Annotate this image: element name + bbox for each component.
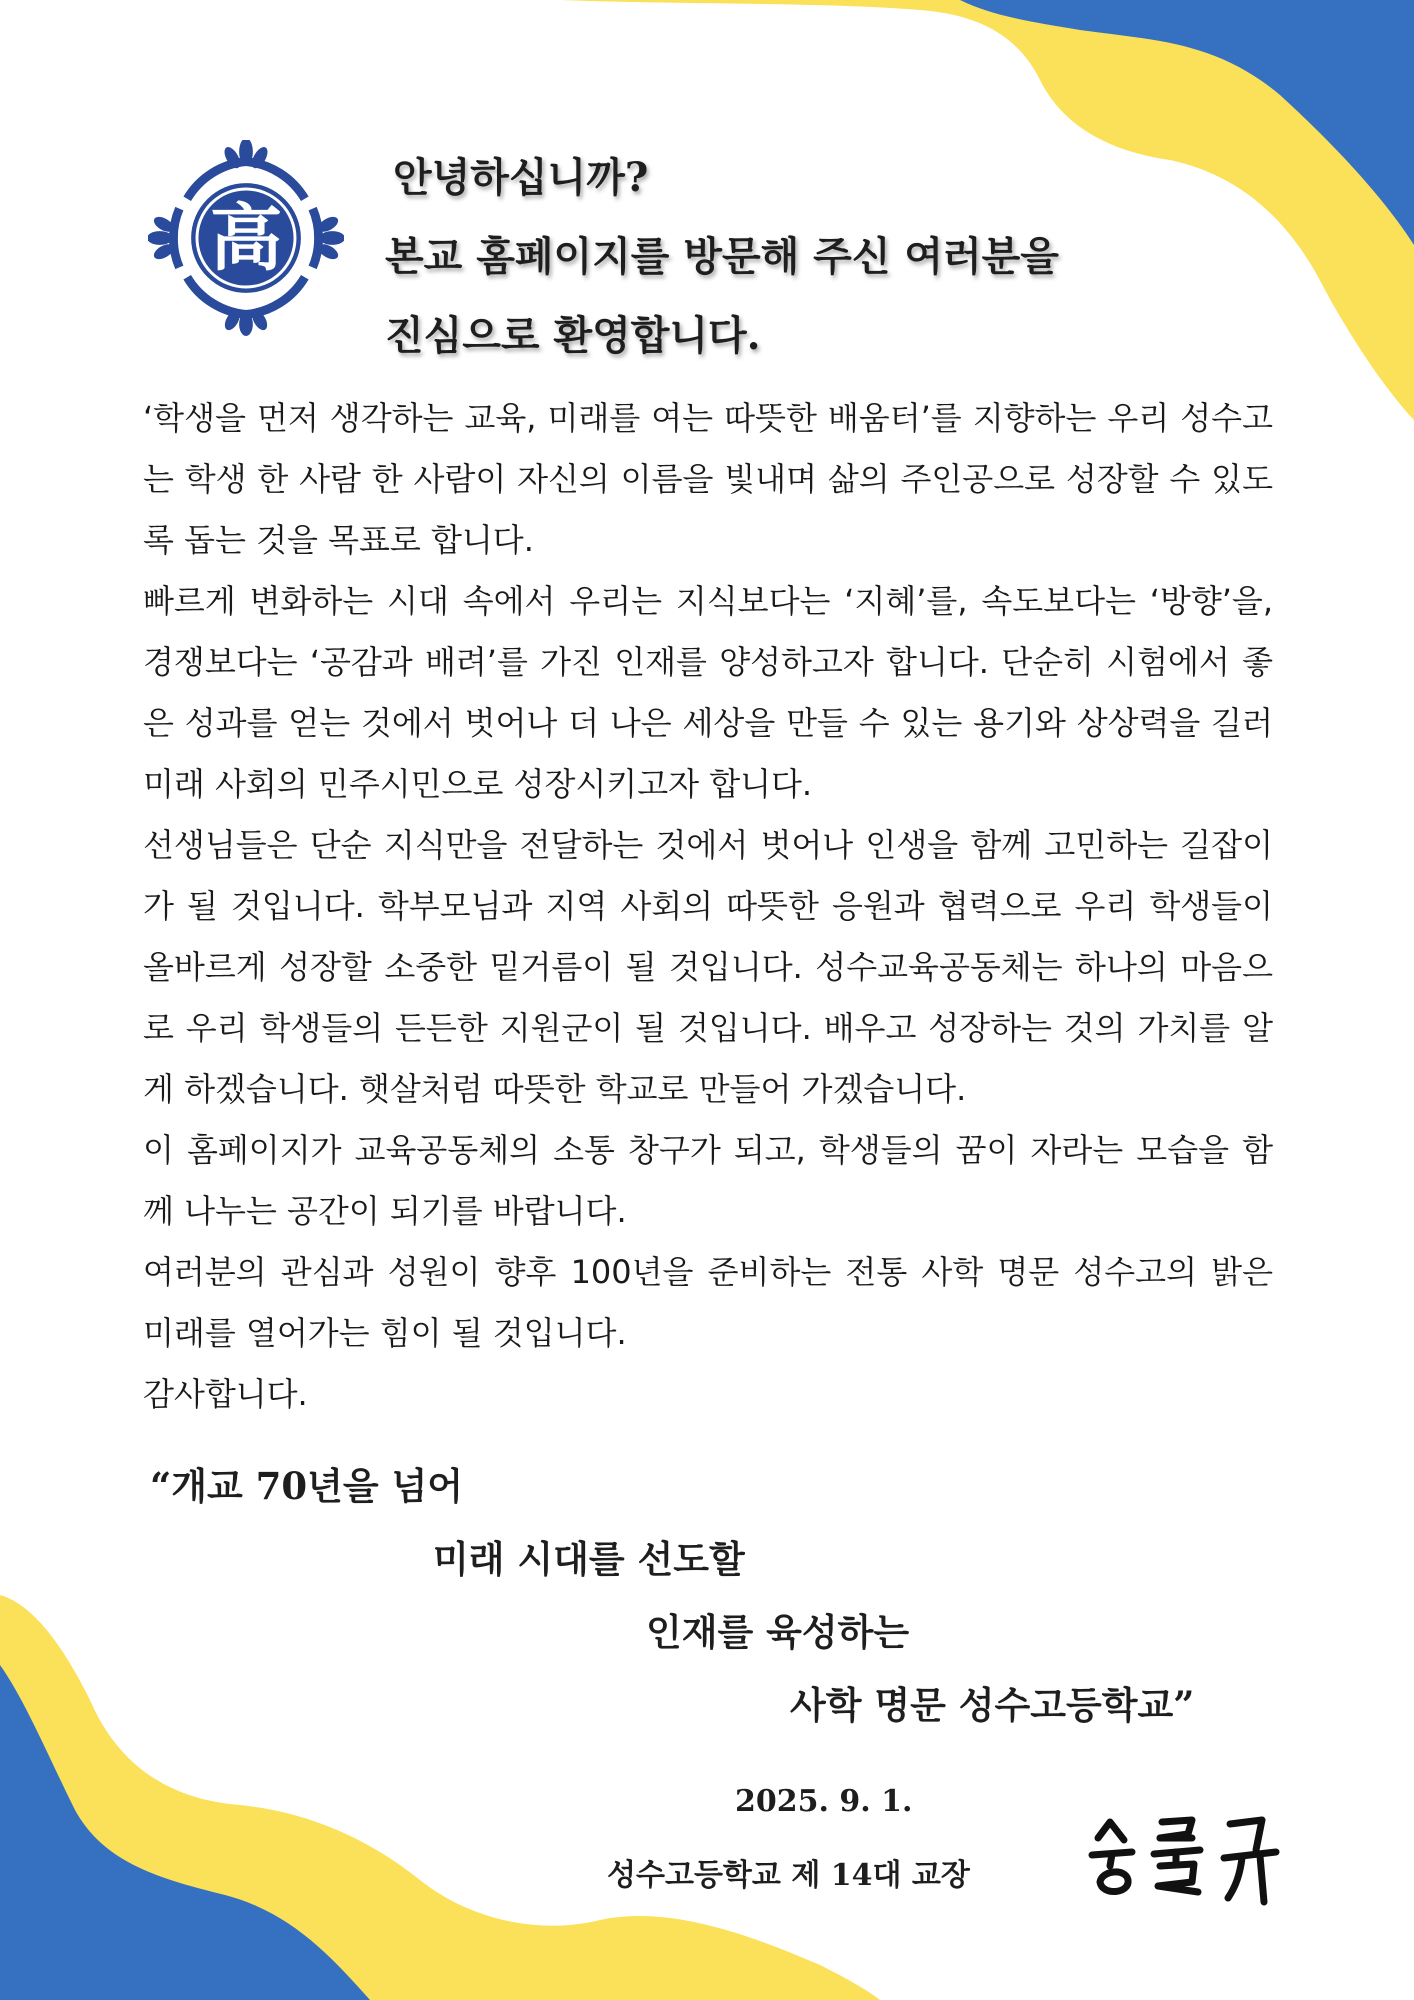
school-emblem-icon — [148, 140, 344, 336]
slogan-line-4: 사학 명문 성수고등학교” — [790, 1683, 1195, 1727]
body-paragraph-1: ‘학생을 먼저 생각하는 교육, 미래를 여는 따뜻한 배움터’를 지향하는 우리 성수고는 학생 한 사람 한 사람이 자신의 이름을 빛내며 삶의 주인공으로 성장할 수 있도록 돕는 것을 목표로 합니다. — [143, 399, 1273, 559]
school-slogan — [150, 1450, 1300, 1742]
slogan-line-1: “개교 70년을 넘어 — [150, 1464, 463, 1508]
body-paragraph-6: 감사합니다. — [143, 1375, 308, 1413]
slogan-line-3: 인재를 육성하는 — [646, 1610, 910, 1654]
emblem-glyph: 高 — [209, 197, 283, 282]
body-paragraph-5: 여러분의 관심과 성원이 향후 100년을 준비하는 전통 사학 명문 성수고의 밝은 미래를 열어가는 힘이 될 것입니다. — [143, 1253, 1273, 1352]
principal-signature — [1080, 1800, 1290, 1910]
body-paragraph-3: 선생님들은 단순 지식만을 전달하는 것에서 벗어나 인생을 함께 고민하는 길잡이가 될 것입니다. 학부모님과 지역 사회의 따뜻한 응원과 협력으로 우리 학생들이 올바르게 성장할 소중한 밑거름이 될 것입니다. 성수교육공동체는 하나의 마음으로 우리 학생들의 든든한 지원군이 될 것입니다. 배우고 성장하는 것의 가치를 알게 하겠습니다. 햇살처럼 따뜻한 학교로 만들어 가겠습니다. — [143, 826, 1273, 1108]
signoff-date: 2025. 9. 1. — [735, 1784, 913, 1819]
body-paragraph-4: 이 홈페이지가 교육공동체의 소통 창구가 되고, 학생들의 꿈이 자라는 모습을 함께 나누는 공간이 되기를 바랍니다. — [143, 1131, 1273, 1230]
greeting-heading — [385, 138, 1285, 375]
greeting-line-3: 진심으로 환영합니다. — [385, 312, 761, 359]
signoff-title: 성수고등학교 제 14대 교장 — [607, 1858, 970, 1893]
body-paragraph-2: 빠르게 변화하는 시대 속에서 우리는 지식보다는 ‘지혜’를, 속도보다는 ‘방향’을, 경쟁보다는 ‘공감과 배려’를 가진 인재를 양성하고자 합니다. 단순히 시험에서 좋은 성과를 얻는 것에서 벗어나 더 나은 세상을 만들 수 있는 용기와 상상력을 길러 미래 사회의 민주시민으로 성장시키고자 합니다. — [143, 582, 1273, 803]
slogan-line-2: 미래 시대를 선도할 — [433, 1537, 745, 1581]
greeting-line-2: 본교 홈페이지를 방문해 주신 여러분을 — [385, 233, 1059, 280]
greeting-line-1: 안녕하십니까? — [393, 154, 649, 201]
letter-body — [143, 388, 1273, 1425]
